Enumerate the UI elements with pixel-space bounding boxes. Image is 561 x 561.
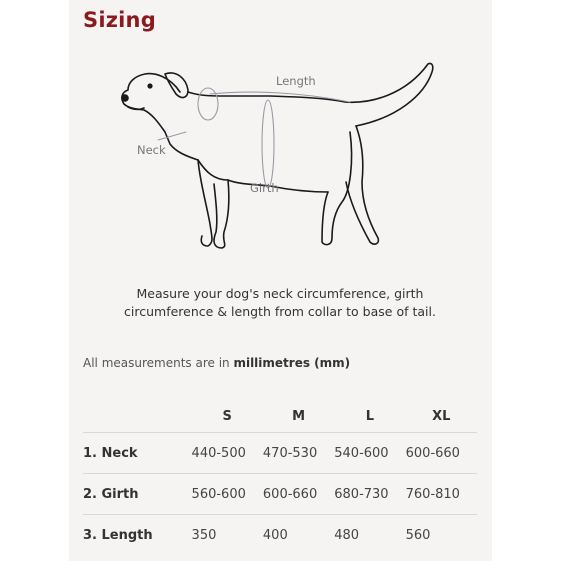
cell-value: 480: [334, 527, 360, 543]
units-note-prefix: All measurements are in: [83, 356, 234, 370]
header-size-m: M: [263, 400, 334, 433]
cell-value: 680-730: [334, 474, 405, 515]
cell-value: 560-600: [192, 474, 263, 515]
cell-value: 440-500: [192, 433, 263, 474]
cell-value: 600-660: [263, 474, 334, 515]
header-size-s: S: [192, 400, 263, 433]
cell-value: 760-810: [406, 474, 477, 515]
table-row: [83, 433, 477, 474]
row-label: 3. Length: [83, 527, 153, 543]
neck-label: Neck: [137, 143, 166, 157]
cell-value: 470-530: [263, 433, 334, 474]
table-row: [83, 515, 477, 556]
cell-value: 350: [191, 527, 217, 543]
table-row: [83, 474, 477, 515]
cell-value: 540-600: [334, 433, 405, 474]
girth-label: Girth: [250, 181, 279, 195]
units-note-unit: millimetres (mm): [233, 356, 351, 370]
cell-value: 600-660: [406, 433, 477, 474]
page-title: Sizing: [83, 8, 156, 32]
dog-measurement-illustration: [110, 52, 440, 262]
header-size-l: L: [334, 400, 405, 433]
header-blank: [83, 400, 192, 433]
length-label: Length: [276, 74, 316, 88]
cell-value: 560: [405, 527, 431, 543]
size-table-header: [83, 400, 477, 433]
header-size-xl: XL: [406, 400, 477, 433]
size-table: [83, 400, 477, 555]
units-note: [83, 356, 350, 370]
cell-value: 400: [262, 527, 288, 543]
measurement-instructions: Measure your dog's neck circumference, girth circumference & length from collar to base of tail.: [124, 286, 436, 319]
row-label: 2. Girth: [83, 474, 192, 515]
row-label: 1. Neck: [83, 433, 192, 474]
